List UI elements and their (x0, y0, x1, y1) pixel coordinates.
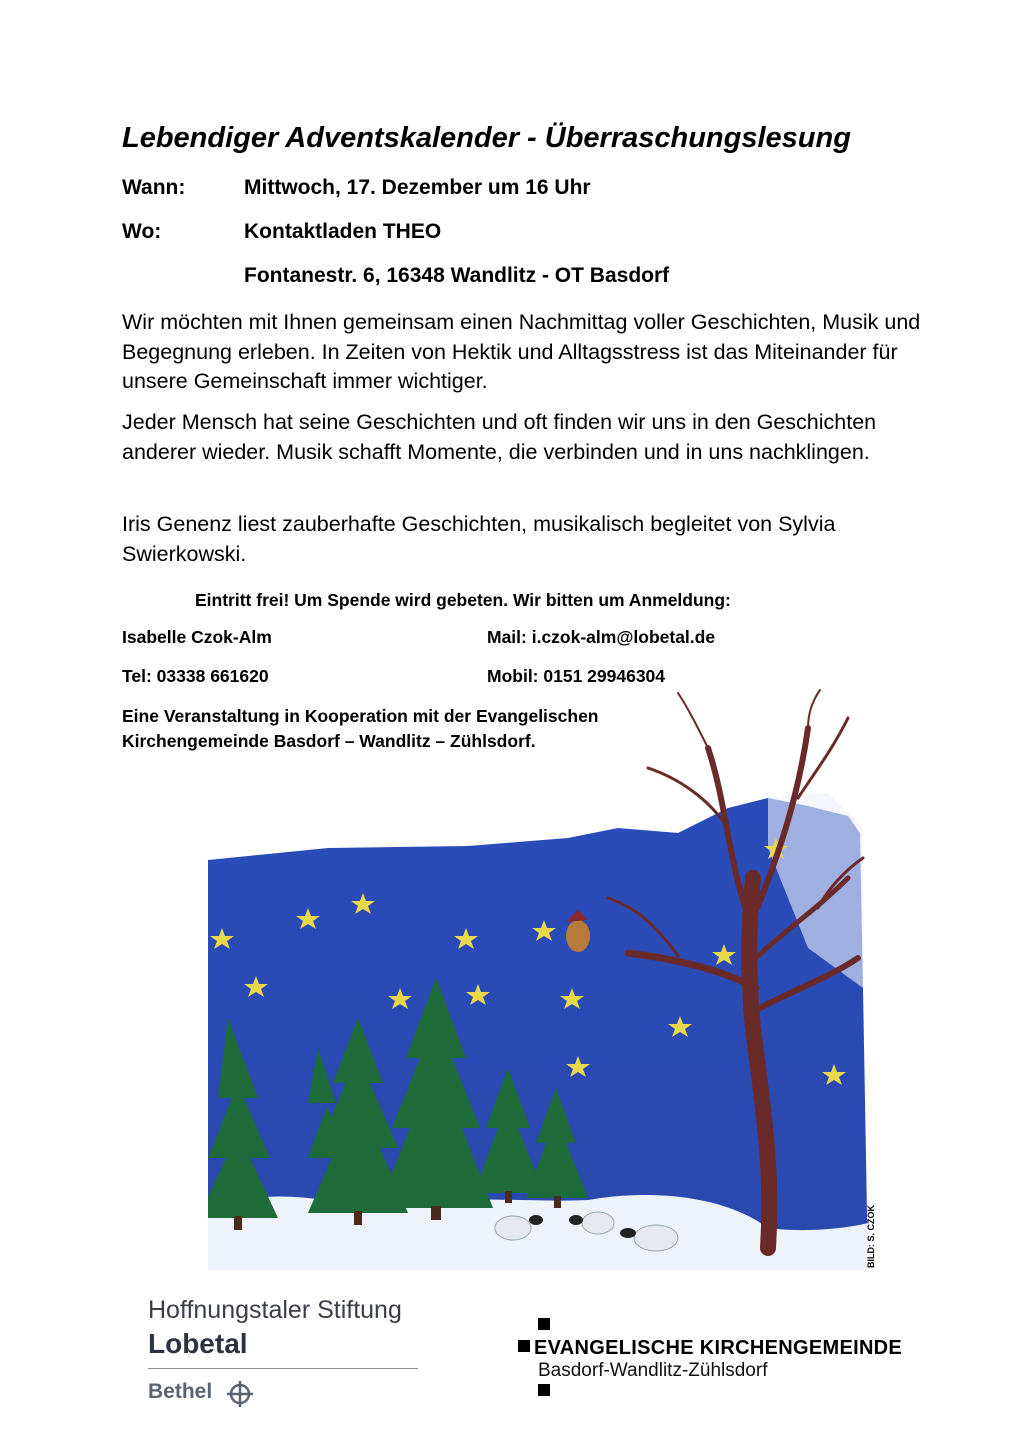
entry-note: Eintritt frei! Um Spende wird gebeten. Wir bitten um Anmeldung: (195, 590, 731, 610)
contact-mobile[interactable]: Mobil: 0151 29946304 (487, 666, 666, 686)
contact-mail[interactable]: Mail: i.czok-alm@lobetal.de (487, 627, 716, 647)
winter-painting (208, 688, 868, 1270)
foundation-logo-line-2: Lobetal (148, 1328, 248, 1359)
where-line2: Fontanestr. 6, 16348 Wandlitz - OT Basdorf (244, 264, 670, 287)
cooperation-line-2: Kirchengemeinde Basdorf – Wandlitz – Zühlsdorf. (122, 731, 536, 751)
church-logo-square-top (538, 1318, 550, 1330)
contact-tel[interactable]: Tel: 03338 661620 (122, 666, 269, 686)
when-label: Wann: (122, 176, 186, 199)
when-value: Mittwoch, 17. Dezember um 16 Uhr (244, 176, 591, 199)
church-logo-square-left (518, 1340, 530, 1352)
stories-paragraph: Jeder Mensch hat seine Geschichten und oft finden wir uns in den Geschichten anderer wieder. Musik schafft Momente, die verbinden und in uns nachklingen. (122, 410, 877, 464)
cooperation-line-1: Eine Veranstaltung in Kooperation mit der Evangelischen (122, 706, 599, 726)
logo-divider (148, 1368, 418, 1369)
contact-name: Isabelle Czok-Alm (122, 627, 272, 647)
performers-paragraph: Iris Genenz liest zauberhafte Geschichten, musikalisch begleitet von Sylvia Swierkowski. (122, 512, 836, 566)
church-logo-square-bottom (538, 1384, 550, 1396)
foundation-logo-line-3: Bethel (148, 1380, 213, 1403)
page-title: Lebendiger Adventskalender - Überraschungslesung (122, 122, 851, 154)
intro-paragraph: Wir möchten mit Ihnen gemeinsam einen Nachmittag voller Geschichten, Musik und Begegnung erleben. In Zeiten von Hektik und Alltagsstress ist das Miteinander für unsere Gemeinschaft immer wichtiger. (122, 310, 921, 393)
church-logo-name: EVANGELISCHE KIRCHENGEMEINDE (534, 1337, 903, 1359)
image-credit: BILD: S. CZOK (866, 1205, 876, 1268)
church-logo-sub: Basdorf-Wandlitz-Zühlsdorf (538, 1360, 768, 1381)
where-label: Wo: (122, 220, 162, 243)
where-line1: Kontaktladen THEO (244, 220, 442, 243)
foundation-logo-line-1: Hoffnungstaler Stiftung (148, 1296, 402, 1324)
bethel-cross-icon (226, 1380, 254, 1408)
